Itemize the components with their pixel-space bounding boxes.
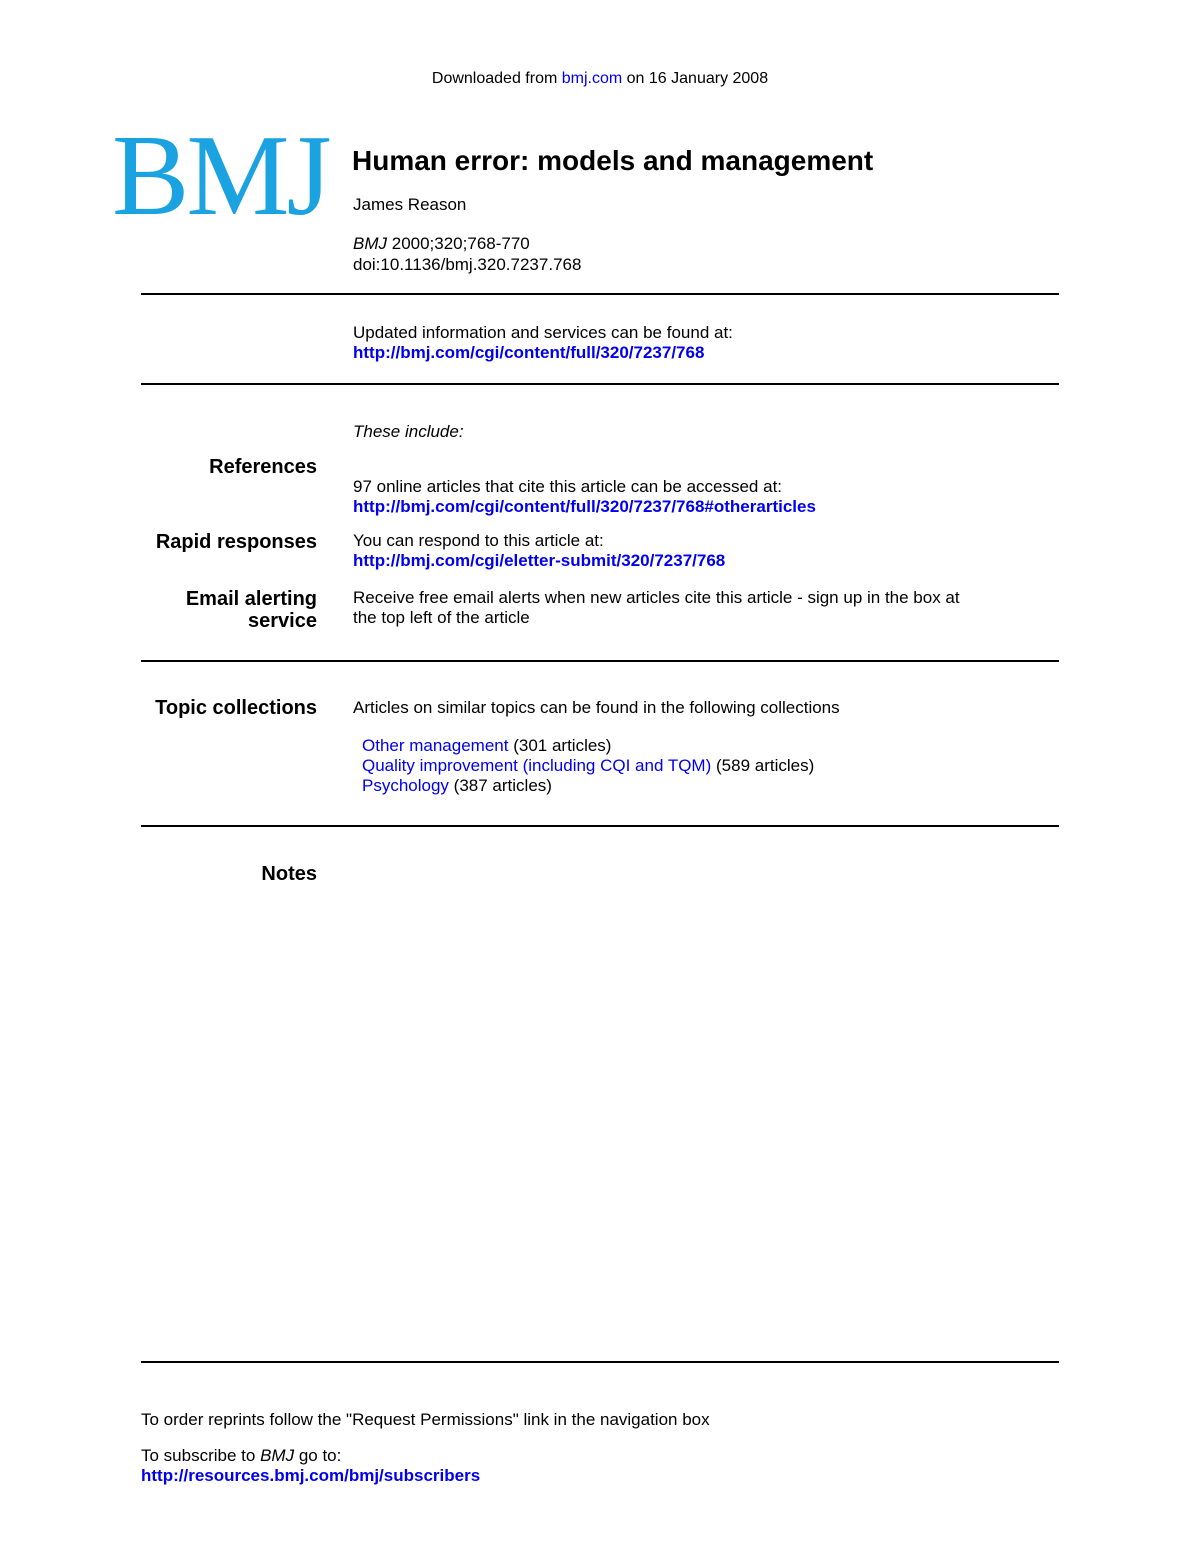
- article-author: James Reason: [353, 195, 467, 214]
- download-prefix: Downloaded from: [431, 70, 558, 87]
- email-alerting-text-line1: Receive free email alerts when new articles cite this article - sign up in the box at: [353, 588, 960, 607]
- article-title: Human error: models and management: [352, 145, 874, 176]
- collection-link-psychology[interactable]: Psychology: [362, 776, 449, 795]
- download-notice: [0, 70, 1200, 88]
- collection-link-quality-improvement[interactable]: Quality improvement (including CQI and TQM): [362, 756, 712, 775]
- reprints-notice: To order reprints follow the "Request Permissions" link in the navigation box: [141, 1410, 710, 1429]
- email-alerting-label: [130, 588, 317, 632]
- references-label: References: [209, 456, 317, 478]
- list-item: [362, 756, 1072, 776]
- includes-text: These include:: [353, 422, 464, 441]
- subscribe-prefix: To subscribe to: [141, 1446, 256, 1465]
- rapid-responses-link[interactable]: http://bmj.com/cgi/eletter-submit/320/7237/768: [353, 551, 726, 570]
- collection-count: (589 articles): [716, 756, 815, 775]
- subscribe-journal: BMJ: [260, 1446, 295, 1465]
- references-text: 97 online articles that cite this article can be accessed at:: [353, 477, 783, 496]
- subscribe-section: [141, 1446, 480, 1486]
- journal-name: BMJ: [353, 234, 387, 253]
- divider-2: [141, 383, 1059, 385]
- rapid-responses-text: You can respond to this article at:: [353, 531, 604, 550]
- bmj-site-link[interactable]: bmj.com: [561, 70, 623, 87]
- collection-link-other-management[interactable]: Other management: [362, 736, 509, 755]
- citation-volume: 2000;320;768-770: [391, 234, 530, 253]
- topic-collections-label: Topic collections: [155, 697, 317, 719]
- divider-1: [141, 293, 1059, 295]
- subscribe-suffix: go to:: [298, 1446, 342, 1465]
- rapid-responses-section: [353, 531, 1063, 571]
- updated-info-text: Updated information and services can be found at:: [353, 323, 733, 342]
- topic-collections-intro: Articles on similar topics can be found in the following collections: [353, 698, 840, 717]
- divider-3: [141, 660, 1059, 662]
- topic-collections-list: [362, 736, 1072, 796]
- divider-5: [141, 1361, 1059, 1363]
- references-section: [353, 477, 1063, 517]
- notes-label: Notes: [261, 863, 317, 885]
- article-doi: doi:10.1136/bmj.320.7237.768: [353, 255, 582, 274]
- download-date: on 16 January 2008: [626, 70, 769, 87]
- email-alerting-label-line1: Email alerting: [185, 588, 317, 610]
- list-item: [362, 736, 1072, 756]
- references-link[interactable]: http://bmj.com/cgi/content/full/320/7237/768#otherarticles: [353, 497, 816, 516]
- includes-heading: [353, 422, 1063, 442]
- subscribe-link[interactable]: http://resources.bmj.com/bmj/subscribers: [141, 1466, 481, 1485]
- collection-count: (387 articles): [453, 776, 552, 795]
- bmj-logo: BMJ: [112, 112, 329, 240]
- rapid-responses-label: Rapid responses: [155, 531, 317, 553]
- collection-count: (301 articles): [513, 736, 612, 755]
- email-alerting-label-line2: service: [248, 610, 317, 632]
- list-item: [362, 776, 1072, 796]
- full-article-link[interactable]: http://bmj.com/cgi/content/full/320/7237/768: [353, 343, 705, 362]
- email-alerting-text-line2: the top left of the article: [353, 608, 530, 627]
- email-alerting-section: [353, 588, 1063, 628]
- updated-info: [353, 323, 1063, 363]
- divider-4: [141, 825, 1059, 827]
- article-citation: [353, 233, 581, 275]
